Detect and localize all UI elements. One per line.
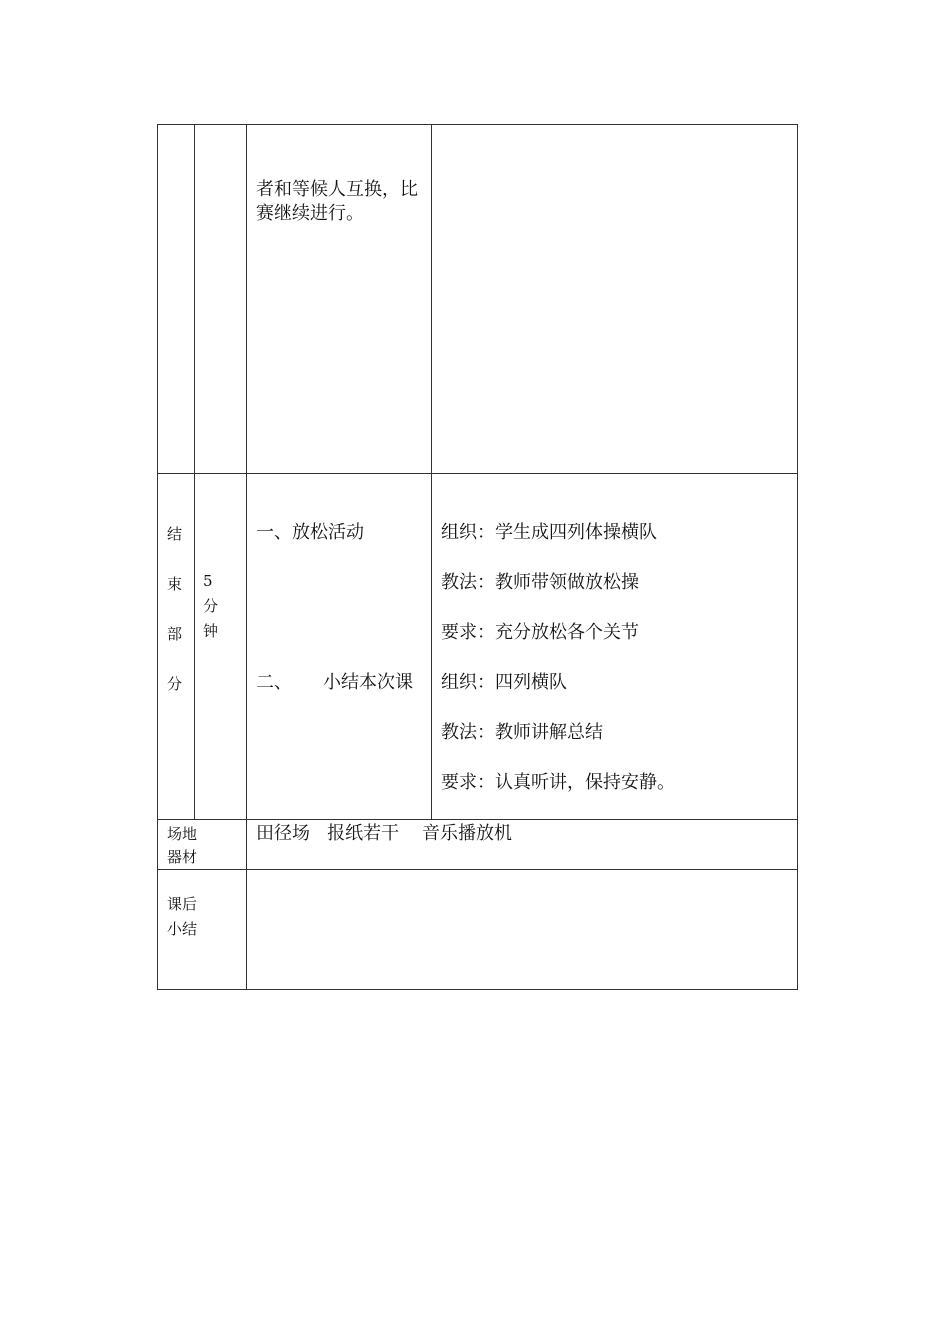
time-label: 5 <box>203 572 213 590</box>
method-line: 组织：四列横队 <box>441 672 567 693</box>
content-item-number: 二、 <box>256 672 292 693</box>
method-line: 组织：学生成四列体操横队 <box>441 522 657 543</box>
section-label-char: 分 <box>167 675 183 693</box>
content-text-line: 赛继续进行。 <box>256 203 364 224</box>
method-line: 要求：充分放松各个关节 <box>441 622 639 643</box>
table-border-left <box>157 124 158 990</box>
summary-label: 课后 <box>167 895 198 913</box>
table-border-top <box>157 124 798 125</box>
equipment-label: 器材 <box>167 848 198 866</box>
time-label: 分 <box>203 597 219 615</box>
content-item: 小结本次课 <box>323 672 413 693</box>
content-text-line: 者和等候人互换，比 <box>256 179 418 200</box>
row-divider <box>157 819 798 820</box>
section-label-char: 部 <box>167 625 183 643</box>
column-divider <box>246 124 247 990</box>
content-item: 一、放松活动 <box>256 522 364 543</box>
row-divider <box>157 869 798 870</box>
summary-label: 小结 <box>167 920 198 938</box>
method-line: 要求：认真听讲，保持安静。 <box>441 772 675 793</box>
row-divider <box>157 473 798 474</box>
table-border-right <box>797 124 798 990</box>
equipment-value: 田径场 报纸若干 音乐播放机 <box>256 823 513 844</box>
method-line: 教法：教师带领做放松操 <box>441 572 639 593</box>
section-label-char: 结 <box>167 525 183 543</box>
table-border-bottom <box>157 989 798 990</box>
equipment-label: 场地 <box>167 825 198 843</box>
column-divider <box>194 124 195 820</box>
section-label-char: 束 <box>167 575 183 593</box>
time-label: 钟 <box>203 622 219 640</box>
method-line: 教法：教师讲解总结 <box>441 722 603 743</box>
column-divider <box>431 124 432 820</box>
